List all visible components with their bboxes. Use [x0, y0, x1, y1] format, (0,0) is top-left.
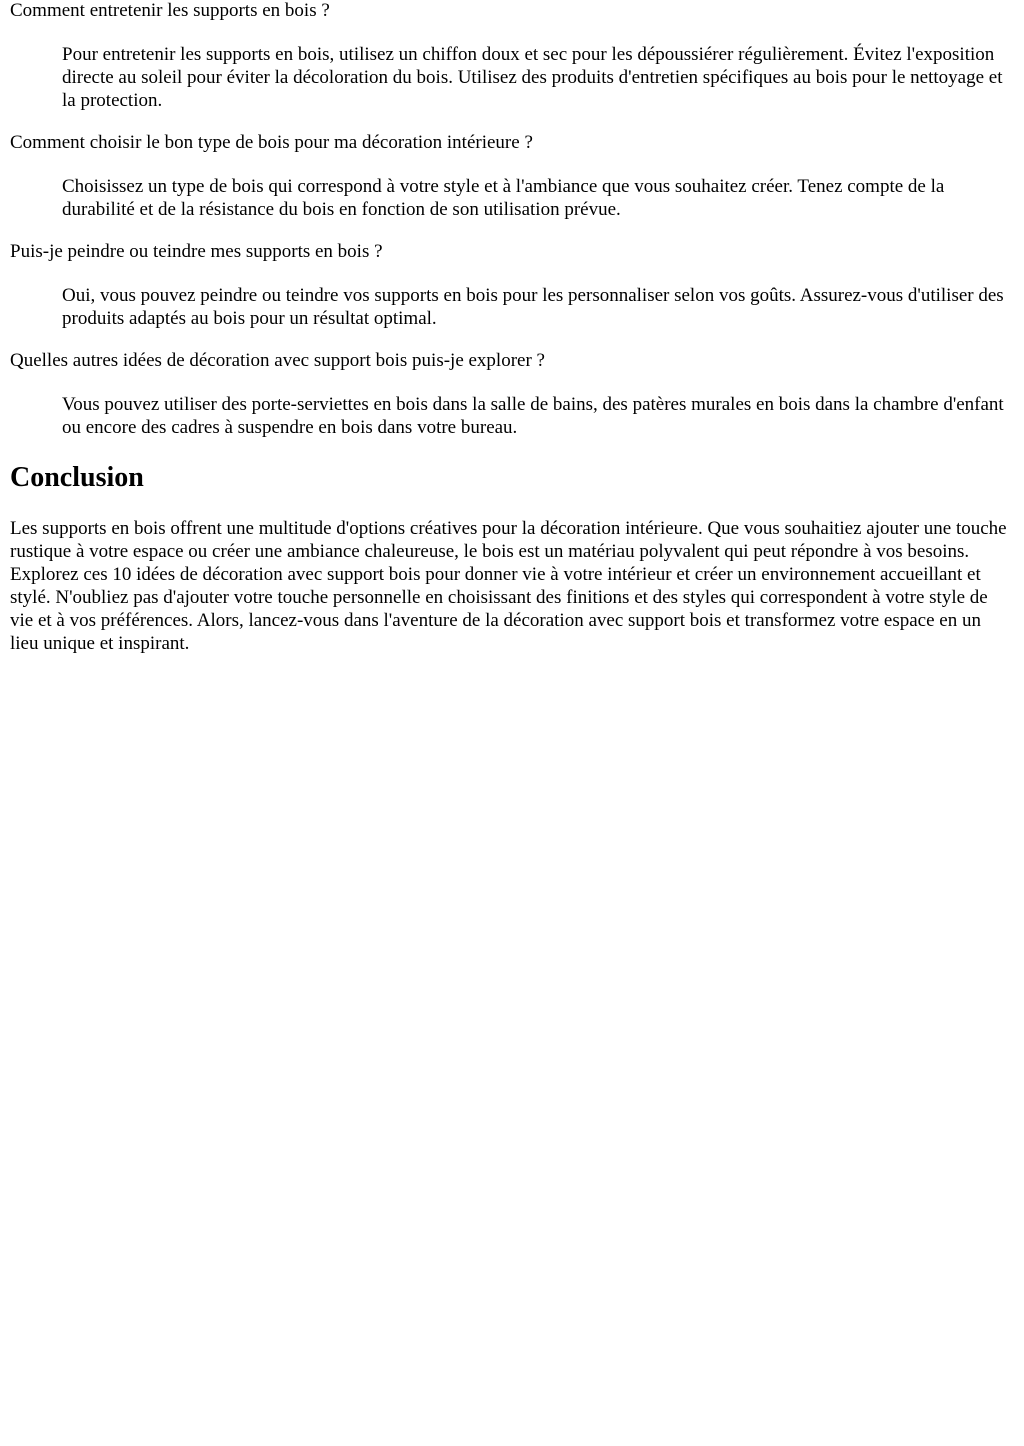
faq-question: Quelles autres idées de décoration avec support bois puis-je explorer ?: [10, 350, 545, 371]
faq-question: Puis-je peindre ou teindre mes supports en bois ?: [10, 241, 383, 262]
conclusion-paragraph: Les supports en bois offrent une multitude d'options créatives pour la décoration intérieure. Que vous souhaitiez ajouter une touche rustique à votre espace ou créer une ambiance chaleureuse, le bois est un matériau polyvalent qui peut répondre à vos besoins. Explorez ces 10 idées de décoration avec support bois pour donner vie à votre intérieur et créer un environnement accueillant et stylé. N'oubliez pas d'ajouter votre touche personnelle en choisissant des finitions et des styles qui correspondent à votre style de vie et à vos préférences. Alors, lancez-vous dans l'aventure de la décoration avec support bois et transformez votre espace en un lieu unique et inspirant.: [10, 518, 1007, 654]
faq-list: [10, 0, 1014, 448]
faq-question: Comment choisir le bon type de bois pour ma décoration intérieure ?: [10, 132, 533, 153]
faq-answer: Pour entretenir les supports en bois, utilisez un chiffon doux et sec pour les dépoussiérer régulièrement. Évitez l'exposition directe au soleil pour éviter la décoloration du bois. Utilisez des produits d'entretien spécifiques au bois pour le nettoyage et la protection.: [62, 44, 1003, 111]
faq-answer: Vous pouvez utiliser des porte-serviettes en bois dans la salle de bains, des patères murales en bois dans la chambre d'enfant ou encore des cadres à suspendre en bois dans votre bureau.: [62, 394, 1004, 438]
faq-answer: Oui, vous pouvez peindre ou teindre vos supports en bois pour les personnaliser selon vos goûts. Assurez-vous d'utiliser des produits adaptés au bois pour un résultat optimal.: [62, 285, 1004, 329]
faq-answer: Choisissez un type de bois qui correspond à votre style et à l'ambiance que vous souhaitez créer. Tenez compte de la durabilité et de la résistance du bois en fonction de son utilisation prévue.: [62, 176, 945, 220]
faq-question: Comment entretenir les supports en bois ?: [10, 0, 330, 21]
page-content: [0, 0, 1024, 655]
conclusion-heading: Conclusion: [10, 462, 144, 493]
